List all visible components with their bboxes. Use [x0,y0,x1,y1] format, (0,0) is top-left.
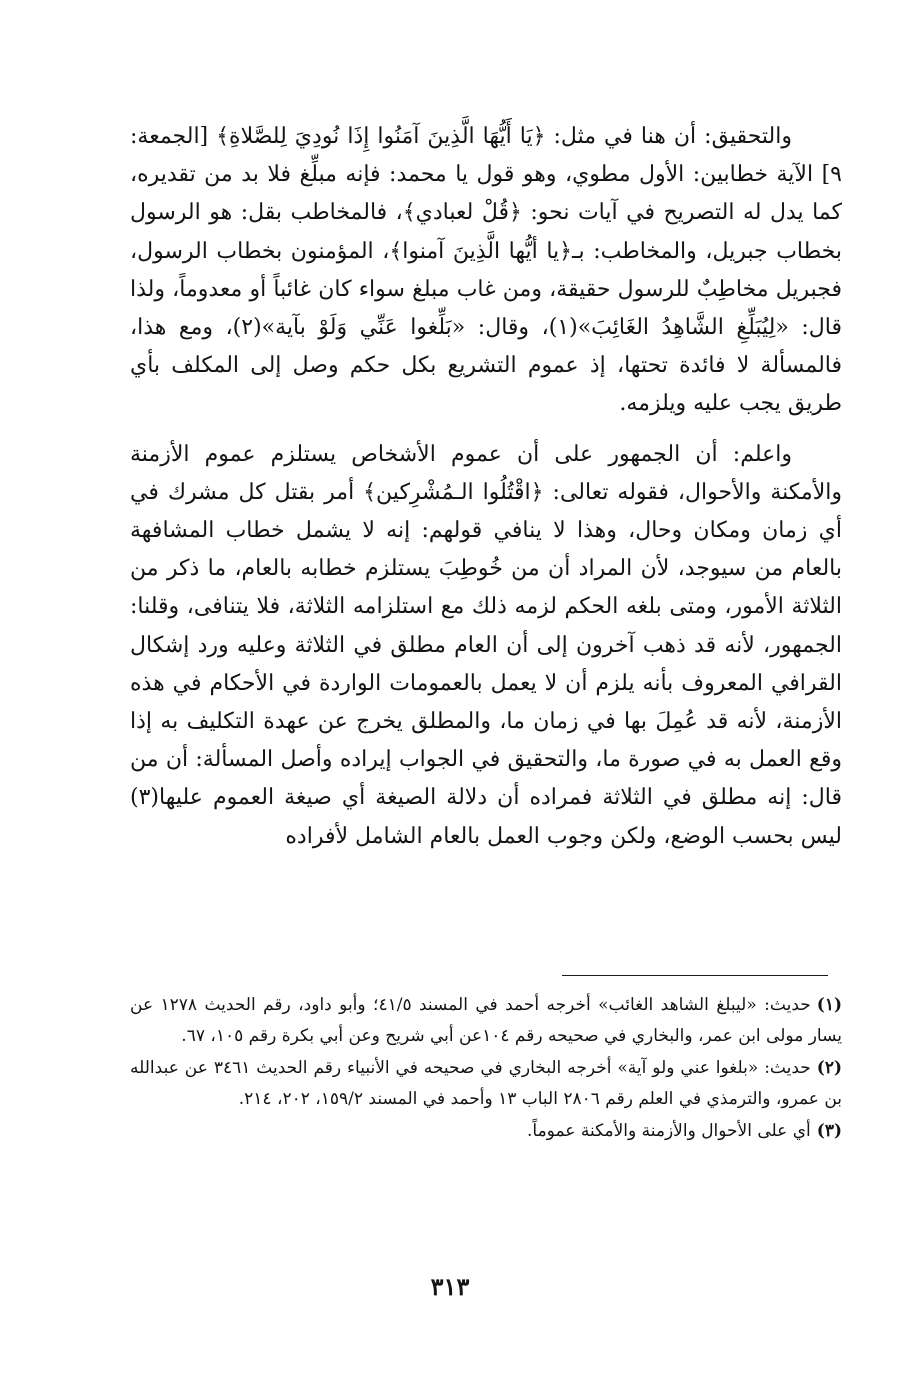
main-text [130,118,842,856]
footnote-1 [130,990,842,1051]
footnotes [130,990,842,1149]
paragraph-1: والتحقيق: أن هنا في مثل: ﴿يَا أَيُّهَا الَّذِينَ آمَنُوا إِذَا نُودِيَ لِلصَّلاةِ﴾ [الجمعة: ٩] الآية خطابين: الأول مطوي، وهو قول يا محمد: فإنه مبلِّغ فلا بد من تقديره، كما يدل له التصريح في آيات نحو: ﴿قُلْ لعبادي﴾، فالمخاطب بقل: هو الرسول بخطاب جبريل، والمخاطب: بـ﴿يا أيُّها الَّذِينَ آمنوا﴾، المؤمنون بخطاب الرسول، فجبريل مخاطِبٌ للرسول حقيقة، ومن غاب مبلغ سواء كان غائباً أو معدوماً، ولذا قال: «لِيُبَلِّغِ الشَّاهِدُ الغَائِبَ»(١)، وقال: «بَلِّغوا عَنِّي وَلَوْ بآية»(٢)، ومع هذا، فالمسألة لا فائدة تحتها، إذ عموم التشريع بكل حكم وصل إلى المكلف بأي طريق يجب عليه ويلزمه. [130,124,842,417]
footnote-number: (٢) [816,1058,843,1078]
page-number: ٣١٣ [430,1272,470,1301]
footnote-text: حديث: «بلغوا عني ولو آية» أخرجه البخاري في صحيحه في الأنبياء رقم الحديث ٣٤٦١ عن عبدالله بن عمرو، والترمذي في العلم رقم ٢٨٠٦ الباب ١٣ وأحمد في المسند ١٥٩/٢، ٢٠٢، ٢١٤. [130,1058,842,1109]
footnote-3 [130,1116,842,1147]
footnote-text: حديث: «ليبلغ الشاهد الغائب» أخرجه أحمد في المسند ٤١/٥؛ وأبو داود، رقم الحديث ١٢٧٨ عن يسار مولى ابن عمر، والبخاري في صحيحه رقم ١٠٤عن أبي شريح وعن أبي بكرة رقم ١٠٥، ٦٧. [130,995,842,1046]
footnote-divider [562,975,828,976]
paragraph-2: واعلم: أن الجمهور على أن عموم الأشخاص يستلزم عموم الأزمنة والأمكنة والأحوال، فقوله تعالى: ﴿اقْتُلُوا الـمُشْرِكين﴾ أمر بقتل كل مشرك في أي زمان ومكان وحال، وهذا لا ينافي قولهم: إنه لا يشمل خطاب المشافهة بالعام من سيوجد، لأن المراد أن من خُوطِبَ يستلزم خطابه بالعام، ما ذكر من الثلاثة الأمور، ومتى بلغه الحكم لزمه ذلك مع استلزامه الثلاثة، فلا يتنافى، وقلنا: الجمهور، لأنه قد ذهب آخرون إلى أن العام مطلق في الثلاثة وعليه ورد إشكال القرافي المعروف بأنه يلزم أن لا يعمل بالعمومات الواردة في الأحكام في هذه الأزمنة، لأنه قد عُمِلَ بها في زمان ما، والمطلق يخرج عن عهدة التكليف به إذا وقع العمل به في صورة ما، والتحقيق في الجواب إيراده وأصل المسألة: أن من قال: إنه مطلق في الثلاثة فمراده أن دلالة الصيغة أي صيغة العموم عليها(٣) ليس بحسب الوضع، ولكن وجوب العمل بالعام الشامل لأفراده [130,441,842,849]
footnote-number: (٣) [816,1121,842,1141]
footnote-number: (١) [816,995,842,1015]
footnote-text: أي على الأحوال والأزمنة والأمكنة عموماً. [526,1121,811,1141]
footnote-2 [130,1053,842,1114]
